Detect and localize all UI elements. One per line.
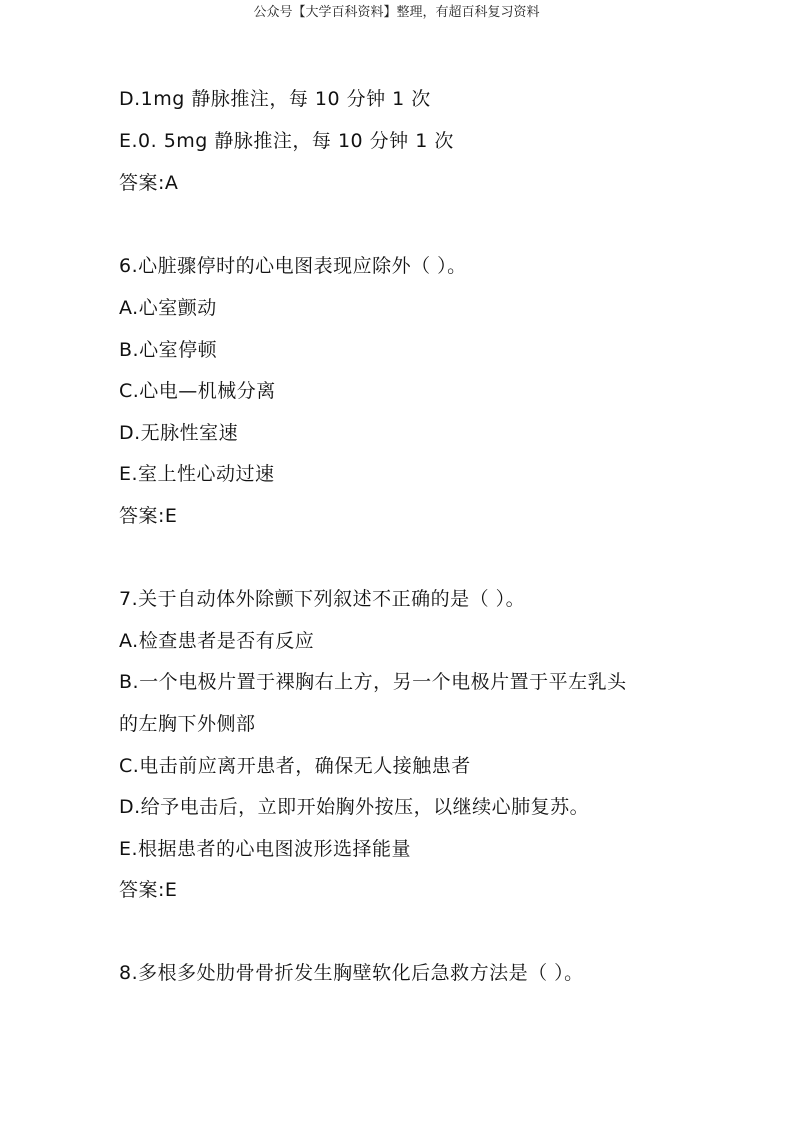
q7-option-b-line1: B.一个电极片置于裸胸右上方，另一个电极片置于平左乳头 — [119, 671, 627, 693]
q7-option-c: C.电击前应离开患者，确保无人接触患者 — [119, 755, 471, 777]
q6-stem: 6.心脏骤停时的心电图表现应除外（ ）。 — [119, 255, 467, 277]
q6-option-e: E.室上性心动过速 — [119, 463, 275, 485]
q7-answer: 答案:E — [119, 879, 178, 901]
q6-option-c: C.心电—机械分离 — [119, 380, 276, 402]
q6-answer: 答案:E — [119, 505, 178, 527]
q7-option-e: E.根据患者的心电图波形选择能量 — [119, 838, 412, 860]
q5-answer: 答案:A — [119, 172, 179, 194]
q6-option-b: B.心室停顿 — [119, 339, 218, 361]
q7-option-a: A.检查患者是否有反应 — [119, 630, 315, 652]
q7-option-d: D.给予电击后，立即开始胸外按压，以继续心肺复苏。 — [119, 796, 590, 818]
q5-option-d: D.1mg 静脉推注，每 10 分钟 1 次 — [119, 88, 431, 110]
q7-stem: 7.关于自动体外除颤下列叙述不正确的是（ ）。 — [119, 588, 526, 610]
q6-option-a: A.心室颤动 — [119, 297, 217, 319]
q6-option-d: D.无脉性室速 — [119, 422, 239, 444]
page-header: 公众号【大学百科资料】整理，有超百科复习资料 — [253, 5, 540, 20]
q7-option-b-line2: 的左胸下外侧部 — [119, 713, 256, 735]
q8-stem: 8.多根多处肋骨骨折发生胸壁软化后急救方法是（ ）。 — [119, 962, 584, 984]
q5-option-e: E.0. 5mg 静脉推注，每 10 分钟 1 次 — [119, 130, 454, 152]
